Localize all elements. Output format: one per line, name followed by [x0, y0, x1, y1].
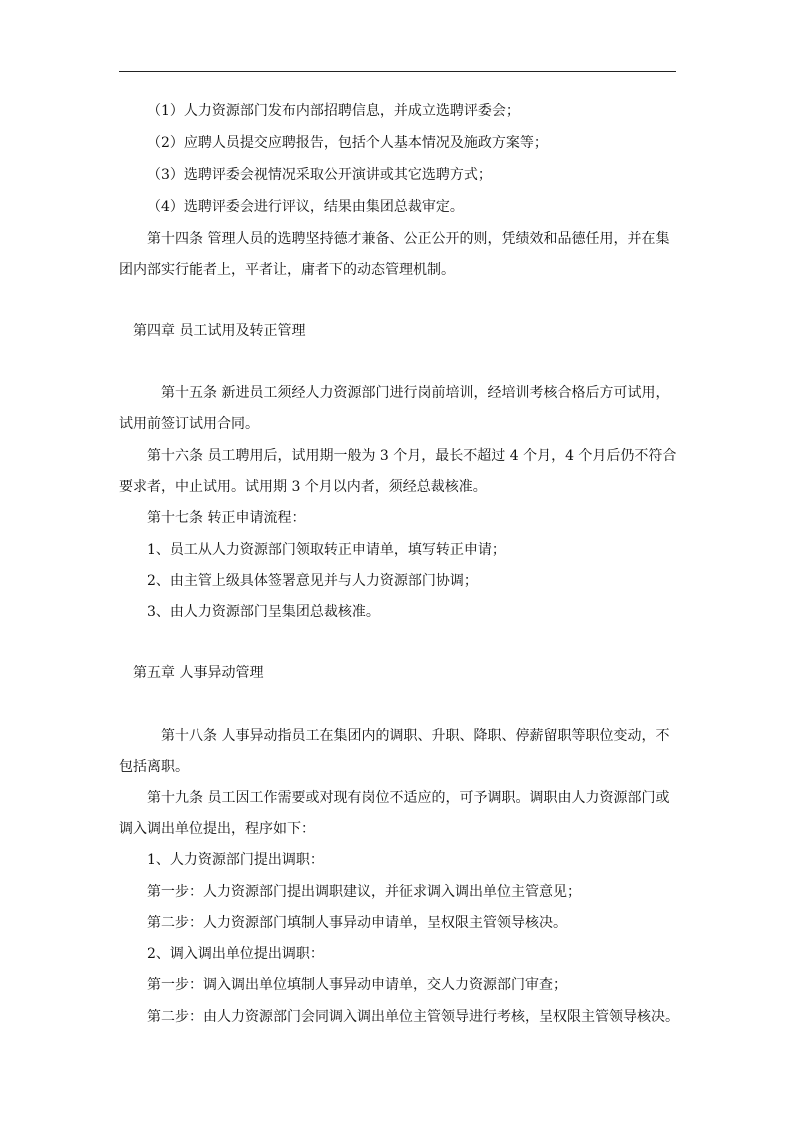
article-17: 第十七条 转正申请流程：	[147, 510, 306, 526]
text-line: 要求者，中止试用。试用期 3 个月以内者，须经总裁核准。	[119, 479, 487, 495]
text-line: 调入调出单位提出，程序如下：	[119, 821, 315, 837]
article-19: 第十九条 员工因工作需要或对现有岗位不适应的，可予调职。调职由人力资源部门或	[147, 790, 670, 806]
article-14: 第十四条 管理人员的选聘坚持德才兼备、公正公开的则，凭绩效和品德任用，并在集	[147, 231, 670, 247]
list-item: 1、员工从人力资源部门领取转正申请单，填写转正申请；	[147, 542, 506, 558]
text-line: （3）选聘评委会视情况采取公开演讲或其它选聘方式；	[147, 167, 492, 183]
step-line: 第二步：由人力资源部门会同调入调出单位主管领导进行考核，呈权限主管领导核决。	[147, 1009, 679, 1025]
article-15: 第十五条 新进员工须经人力资源部门进行岗前培训，经培训考核合格后方可试用，	[161, 385, 670, 401]
chapter-heading: 第五章 人事异动管理	[133, 665, 264, 681]
step-line: 第二步：人力资源部门填制人事异动申请单，呈权限主管领导核决。	[147, 915, 567, 931]
article-16: 第十六条 员工聘用后，试用期一般为 3 个月，最长不超过 4 个月，4 个月后仍不符合	[147, 448, 677, 464]
list-item: 1、人力资源部门提出调职：	[147, 852, 324, 868]
text-line: 包括离职。	[119, 759, 189, 775]
header-rule	[119, 71, 676, 72]
step-line: 第一步：人力资源部门提出调职建议，并征求调入调出单位主管意见；	[147, 884, 581, 900]
list-item: 2、由主管上级具体签署意见并与人力资源部门协调；	[147, 573, 478, 589]
list-item: 3、由人力资源部门呈集团总裁核准。	[147, 604, 380, 620]
text-line: （4）选聘评委会进行评议，结果由集团总裁审定。	[147, 199, 464, 215]
article-18: 第十八条 人事异动指员工在集团内的调职、升职、降职、停薪留职等职位变动，不	[161, 728, 670, 744]
text-line: 团内部实行能者上，平者让，庸者下的动态管理机制。	[119, 262, 455, 278]
text-line: 试用前签订试用合同。	[119, 416, 259, 432]
list-item: 2、调入调出单位提出调职：	[147, 946, 324, 962]
step-line: 第一步：调入调出单位填制人事异动申请单，交人力资源部门审查；	[147, 977, 567, 993]
chapter-heading: 第四章 员工试用及转正管理	[133, 323, 306, 339]
text-line: （1）人力资源部门发布内部招聘信息，并成立选聘评委会；	[147, 103, 520, 119]
text-line: （2）应聘人员提交应聘报告，包括个人基本情况及施政方案等；	[147, 135, 548, 151]
